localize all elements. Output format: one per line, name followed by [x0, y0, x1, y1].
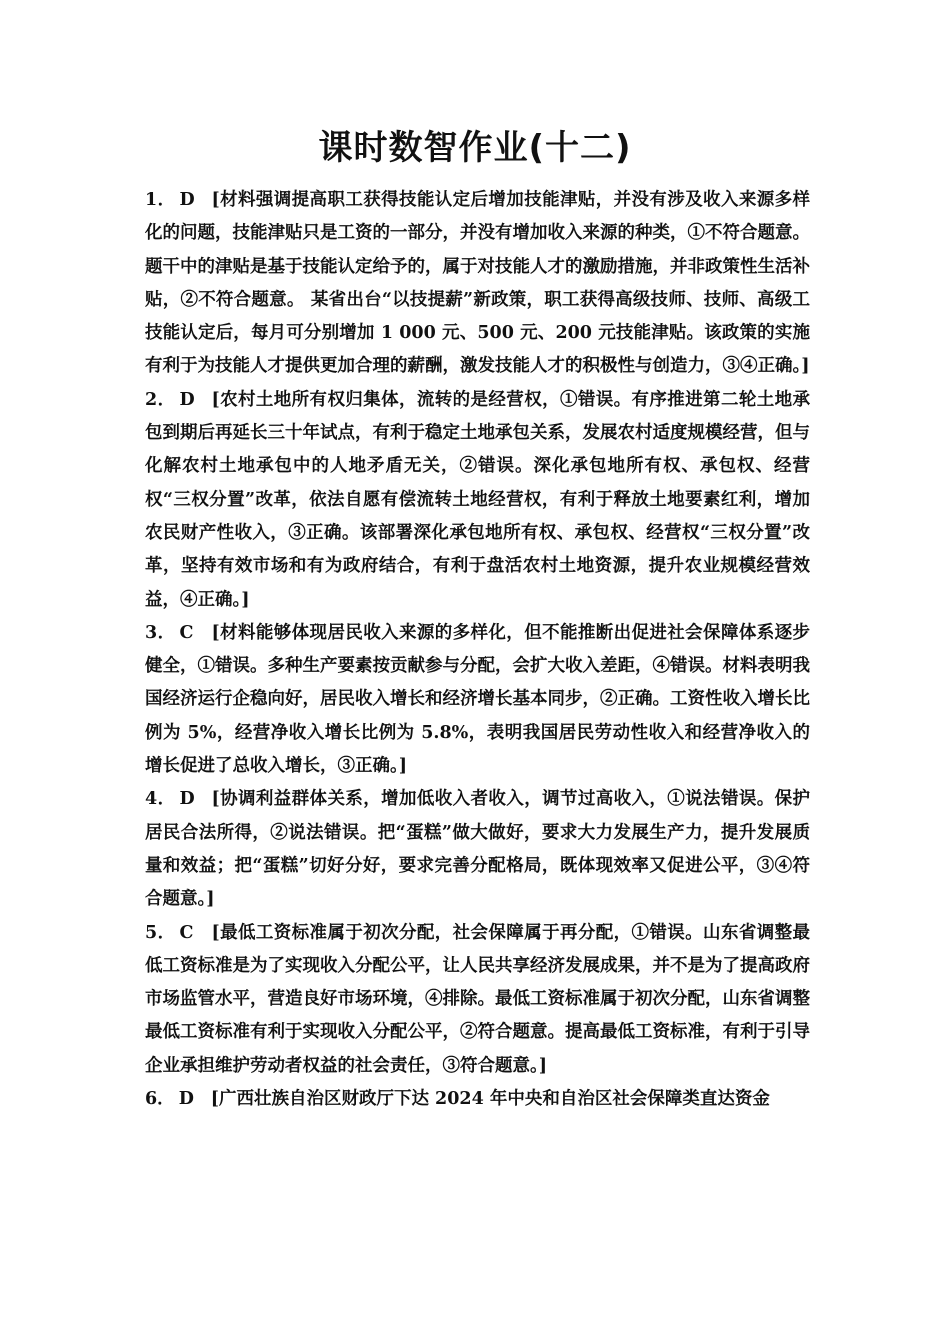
answer-explanation: [农村土地所有权归集体，流转的是经营权，①错误。有序推进第二轮土地承包到期后再延长三十年试点，有利于稳定土地承包关系，发展农村适度规模经营，但与化解农村土地承包中的人地矛盾无关，②错误。深化承包地所有权、承包权、经营权“三权分置”改革，依法自愿有偿流转土地经营权，有利于释放土地要素红利，增加农民财产性收入，③正确。该部署深化承包地所有权、承包权、经营权“三权分置”改革，坚持有效市场和有为政府结合，有利于盘活农村土地资源，提升农业规模经营效益，④正确。] [145, 389, 810, 610]
answer-item-3 [145, 617, 810, 783]
page-title: 课时数智作业(十二) [318, 128, 632, 168]
question-number: 6． [145, 1089, 175, 1110]
answer-item-4 [145, 783, 810, 916]
answer-item-2 [145, 384, 810, 617]
question-number: 2． [145, 389, 176, 410]
question-number: 4． [145, 789, 176, 810]
answer-explanation: [材料能够体现居民收入来源的多样化，但不能推断出促进社会保障体系逐步健全，①错误。多种生产要素按贡献参与分配，会扩大收入差距，④错误。材料表明我国经济运行企稳向好，居民收入增长和经济增长基本同步，②正确。工资性收入增长比例为 5%，经营净收入增长比例为 5.8%，表明我国居民劳动性收入和经营净收入的增长促进了总收入增长，③正确。] [145, 622, 810, 777]
answer-list [145, 184, 810, 1116]
answer-key: D [179, 190, 195, 210]
answer-key: D [179, 389, 195, 410]
answer-explanation: [最低工资标准属于初次分配，社会保障属于再分配，①错误。山东省调整最低工资标准是为了实现收入分配公平，让人民共享经济发展成果，并不是为了提高政府市场监管水平，营造良好市场环境，④排除。最低工资标准属于初次分配，山东省调整最低工资标准有利于实现收入分配公平，②符合题意。提高最低工资标准，有利于引导企业承担维护劳动者权益的社会责任，③符合题意。] [145, 922, 810, 1076]
answer-explanation: [材料强调提高职工获得技能认定后增加技能津贴，并没有涉及收入来源多样化的问题，技能津贴只是工资的一部分，并没有增加收入来源的种类，①不符合题意。 题干中的津贴是基于技能认定给予的，属于对技能人才的激励措施，并非政策性生活补贴，②不符合题意。 某省出台“以技提薪”新政策，职工获得高级技师、技师、高级工技能认定后，每月可分别增加 1 000 元、500 元、200 元技能津贴。该政策的实施有利于为技能人才提供更加合理的薪酬，激发技能人才的积极性与创造力，③④正确。] [145, 190, 810, 377]
answer-explanation: [协调利益群体关系，增加低收入者收入，调节过高收入，①说法错误。保护居民合法所得，②说法错误。把“蛋糕”做大做好，要求大力发展生产力，提升发展质量和效益；把“蛋糕”切好分好，要求完善分配格局，既体现效率又促进公平，③④符合题意。] [145, 789, 810, 910]
question-number: 5． [145, 922, 176, 943]
answer-item-5 [145, 917, 810, 1083]
answer-item-6 [145, 1083, 810, 1116]
answer-item-1 [145, 184, 810, 384]
answer-key: D [179, 789, 195, 810]
answer-explanation: [广西壮族自治区财政厅下达 2024 年中央和自治区社会保障类直达资金 [210, 1089, 770, 1110]
question-number: 3． [145, 622, 176, 643]
answer-key: C [179, 622, 194, 643]
answer-key: D [178, 1089, 194, 1110]
answer-key: C [179, 922, 194, 943]
question-number: 1． [145, 190, 176, 210]
